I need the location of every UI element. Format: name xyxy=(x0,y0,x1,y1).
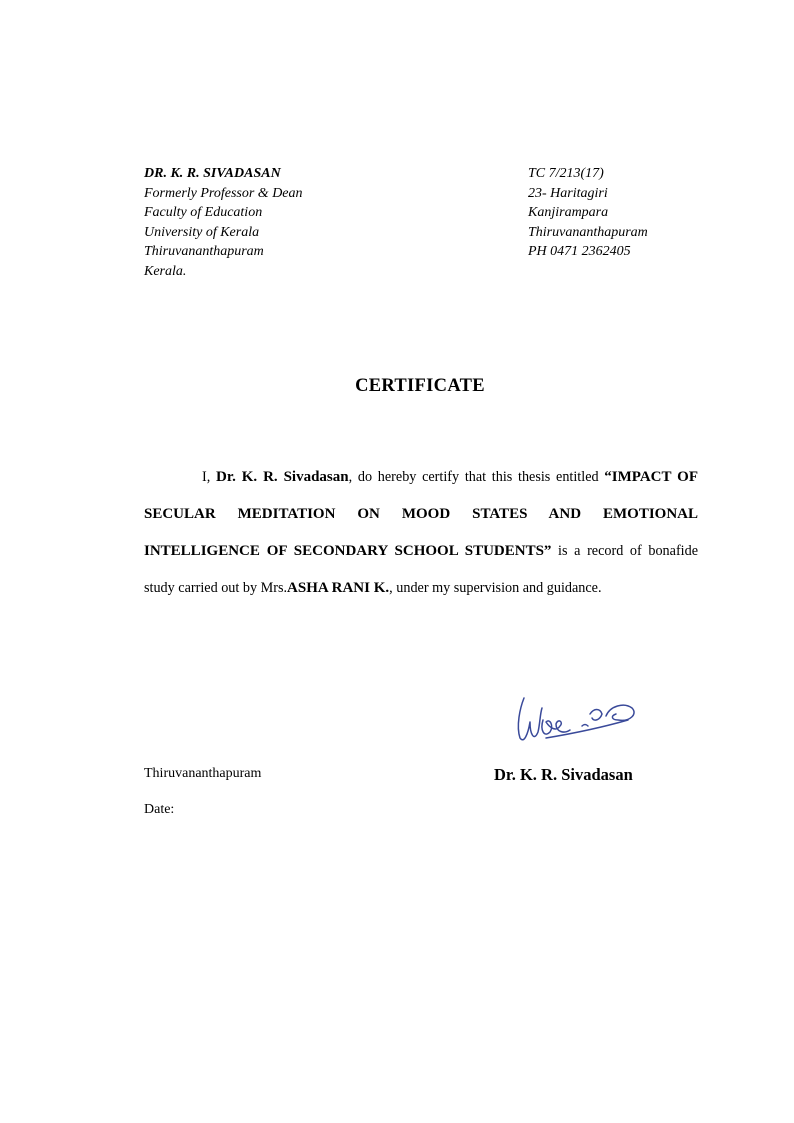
address-house-name: 23- Haritagiri xyxy=(528,185,608,201)
signer-name: Dr. K. R. Sivadasan xyxy=(494,765,633,784)
sender-city: Thiruvananthapuram xyxy=(144,244,264,259)
residence-address-block xyxy=(528,164,648,262)
sender-state: Kerala. xyxy=(144,263,187,279)
signature-stroke xyxy=(518,698,542,740)
signature-stroke xyxy=(542,720,570,734)
body-text-4: , under my supervision and guidance. xyxy=(389,580,602,596)
sender-university: University of Kerala xyxy=(144,224,260,240)
certifier-name: Dr. K. R. Sivadasan xyxy=(215,469,349,485)
handwritten-signature xyxy=(510,686,650,748)
signature-stroke xyxy=(606,705,634,720)
sender-designation: Formerly Professor & Dean xyxy=(144,185,303,201)
sender-name: DR. K. R. SIVADASAN xyxy=(144,166,281,181)
date-label: Date: xyxy=(144,802,175,817)
address-locality: Kanjirampara xyxy=(528,205,609,220)
body-text-2: , do hereby certify that this thesis entitled xyxy=(348,469,605,485)
signature-stroke xyxy=(590,710,602,721)
address-city: Thiruvananthapuram xyxy=(528,224,648,240)
thesis-title: “IMPACT OF SECULAR MEDITATION ON MOOD STATES AND EMOTIONAL INTELLIGENCE OF SECONDARY SCHOOL STUDENTS” xyxy=(144,469,698,559)
certificate-body xyxy=(144,459,698,607)
certificate-paragraph xyxy=(144,459,698,607)
candidate-name: ASHA RANI K. xyxy=(287,580,390,596)
sender-address-block xyxy=(144,164,303,281)
address-phone: PH 0471 2362405 xyxy=(528,244,631,259)
signature-stroke xyxy=(582,725,588,727)
signature-strokes xyxy=(518,698,634,740)
address-house-number: TC 7/213(17) xyxy=(528,166,604,181)
certificate-title: CERTIFICATE xyxy=(355,376,485,396)
sender-faculty: Faculty of Education xyxy=(144,205,263,220)
body-text-1: I, xyxy=(202,469,216,485)
place-label: Thiruvananthapuram xyxy=(144,766,262,781)
body-text-3: is a record of bonafide study carried out by Mrs. xyxy=(144,543,698,596)
